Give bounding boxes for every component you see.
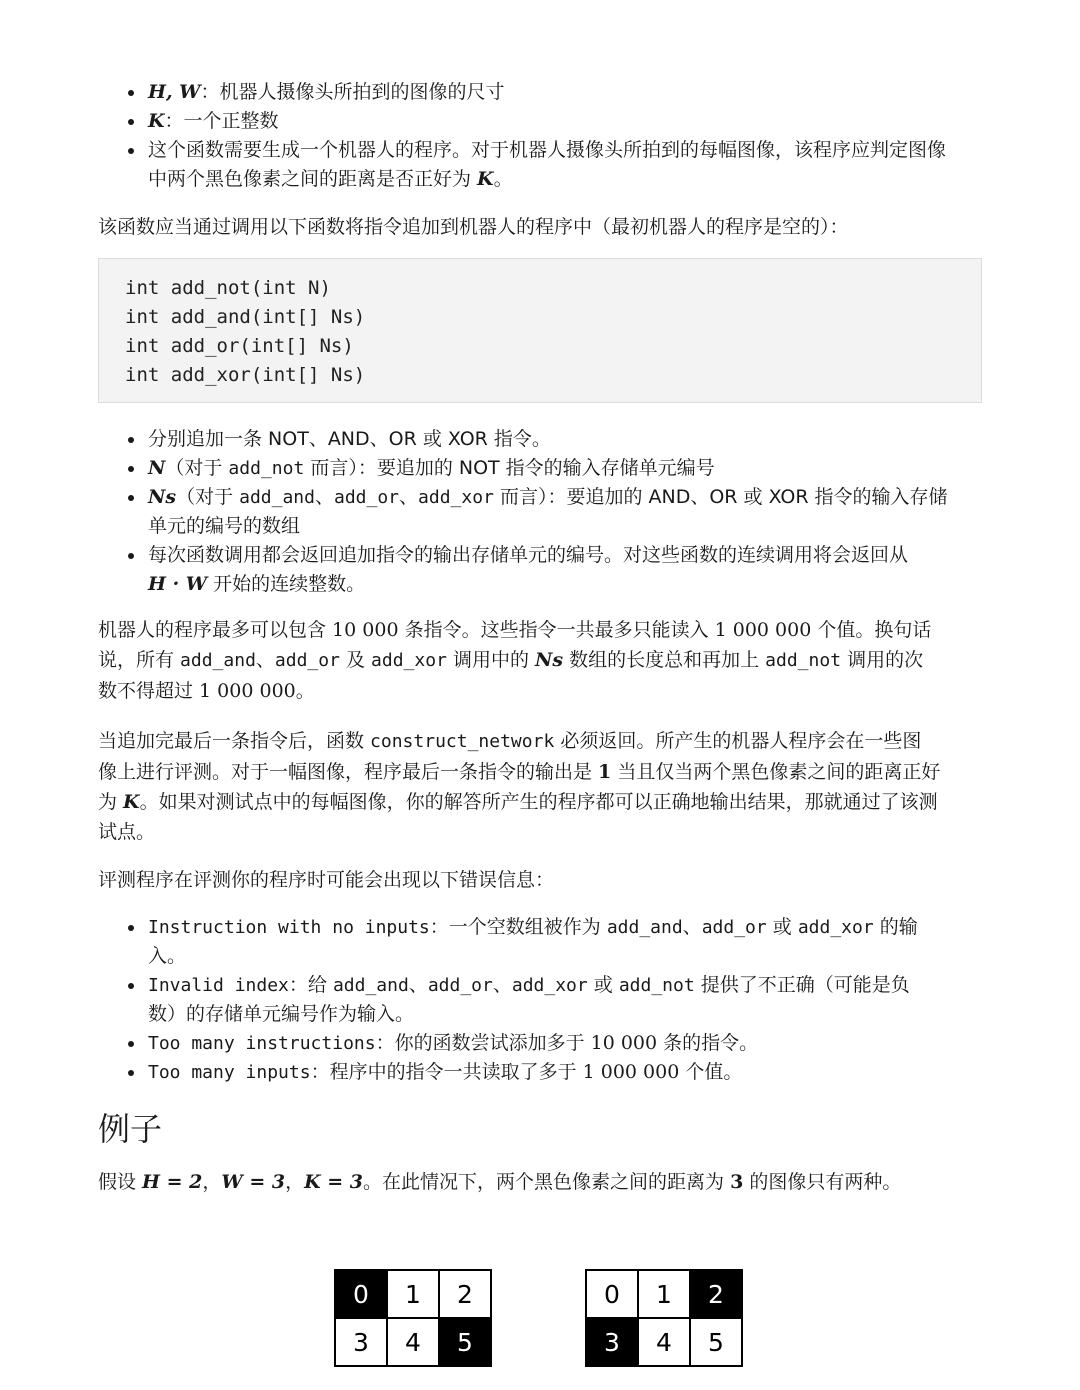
example-image-1: [334, 1269, 492, 1367]
pixel-cell: 5: [690, 1318, 742, 1366]
pixel-cell: 0: [586, 1270, 638, 1318]
evaluation-paragraph: 当追加完最后一条指令后，函数 construct_network 必须返回。所产生的机器人程序会在一些图 像上进行评测。对于一幅图像，程序最后一条指令的输出是 1 当且仅当两个黑色像素之间的距离正好 为 K。如果对测试点中的每幅图像，你的解答所产生的程序都可以正确地输出结果，那就通过了该测 试点。: [98, 730, 941, 843]
code-line: int add_xor(int[] Ns): [125, 364, 366, 386]
error-too-many-instructions: Too many instructions：你的函数尝试添加多于 10 000 条的指令。: [98, 1029, 982, 1058]
example-sentence: 假设 H = 2，W = 3，K = 3。在此情况下，两个黑色像素之间的距离为 3 的图像只有两种。: [98, 1171, 902, 1193]
document-page: [98, 78, 982, 1197]
error-invalid-index: Invalid index：给 add_and、add_or、add_xor 或 add_not 提供了不正确（可能是负 数）的存储单元编号作为输入。: [98, 971, 982, 1029]
math-hw: H, W: [148, 81, 201, 103]
pixel-cell: 1: [387, 1270, 439, 1318]
pixel-cell: 3: [335, 1318, 387, 1366]
example-image-2: [585, 1269, 743, 1367]
errors-intro: 评测程序在评测你的程序时可能会出现以下错误信息：: [98, 869, 555, 891]
purpose-bullet: 这个函数需要生成一个机器人的程序。对于机器人摄像头所拍到的每幅图像，该程序应判定图像 中两个黑色像素之间的距离是否正好为 K。: [98, 136, 982, 194]
pixel-cell: 0: [335, 1270, 387, 1318]
code-line: int add_not(int N): [125, 277, 331, 299]
math-k: K: [148, 110, 165, 132]
limits-paragraph: 机器人的程序最多可以包含 10 000 条指令。这些指令一共最多只能读入 1 000 000 个值。换句话 说，所有 add_and、add_or 及 add_xor 调用中的 Ns 数组的长度总和再加上 add_not 调用的次 数不得超过 1 000 000。: [98, 619, 932, 702]
fn-bullet-n: N（对于 add_not 而言）：要追加的 NOT 指令的输入存储单元编号: [98, 454, 982, 483]
example-heading: 例子: [98, 1110, 163, 1148]
pixel-cell: 5: [439, 1318, 491, 1366]
params-list: [98, 78, 982, 194]
pixel-cell: 3: [586, 1318, 638, 1366]
error-no-inputs: Instruction with no inputs：一个空数组被作为 add_and、add_or 或 add_xor 的输 入。: [98, 913, 982, 971]
pixel-cell: 1: [638, 1270, 690, 1318]
errors-list: [98, 913, 982, 1087]
fn-bullet-ns: Ns（对于 add_and、add_or、add_xor 而言）：要追加的 AND、OR 或 XOR 指令的输入存储 单元的编号的数组: [98, 483, 982, 541]
pixel-cell: 2: [690, 1270, 742, 1318]
code-line: int add_and(int[] Ns): [125, 306, 366, 328]
fn-bullet-return: 每次函数调用都会返回追加指令的输出存储单元的编号。对这些函数的连续调用将会返回从 H · W 开始的连续整数。: [98, 541, 982, 599]
code-line: int add_or(int[] Ns): [125, 335, 354, 357]
pixel-cell: 4: [387, 1318, 439, 1366]
error-too-many-inputs: Too many inputs：程序中的指令一共读取了多于 1 000 000 个值。: [98, 1058, 982, 1087]
intro-paragraph: 该函数应当通过调用以下函数将指令追加到机器人的程序中（最初机器人的程序是空的）：: [98, 216, 849, 238]
pixel-cell: 2: [439, 1270, 491, 1318]
code-block: [98, 258, 982, 403]
param-hw-bullet: H, W：机器人摄像头所拍到的图像的尺寸: [98, 78, 982, 107]
function-bullets: [98, 425, 982, 599]
fn-bullet-types: 分别追加一条 NOT、AND、OR 或 XOR 指令。: [98, 425, 982, 454]
pixel-cell: 4: [638, 1318, 690, 1366]
param-k-bullet: K：一个正整数: [98, 107, 982, 136]
